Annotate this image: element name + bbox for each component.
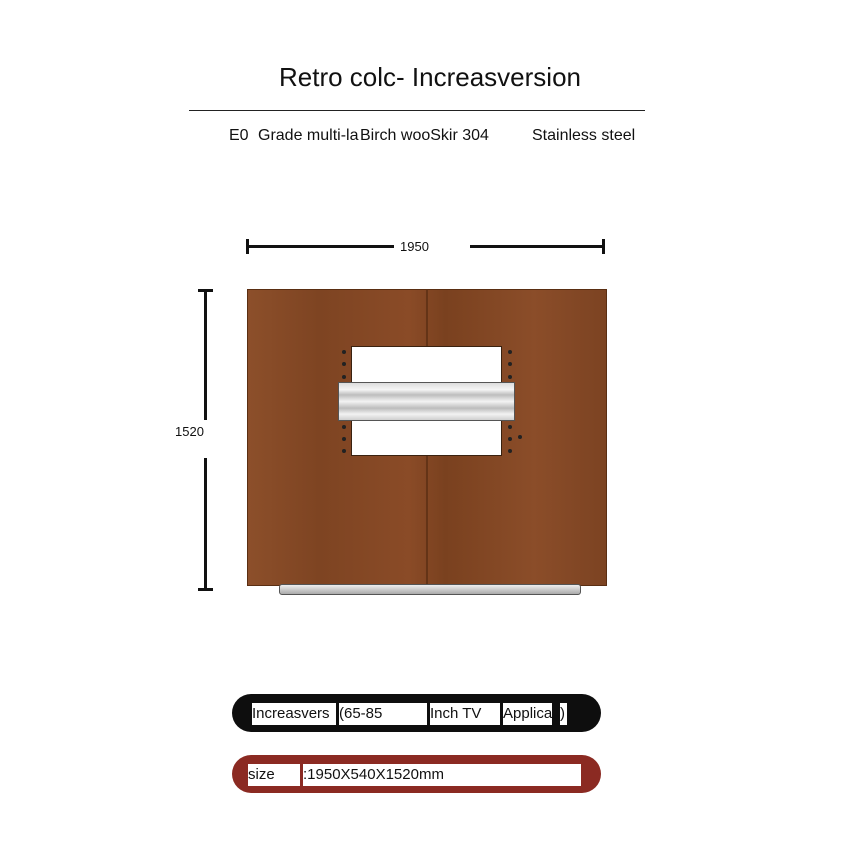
hole-right-5 [508, 437, 512, 441]
spec-segment-4: Applica [503, 703, 552, 725]
height-dimension-tick-bottom [198, 588, 213, 591]
hole-left-1 [342, 350, 346, 354]
hole-left-6 [342, 449, 346, 453]
size-pill [232, 755, 601, 793]
width-dimension-label: 1950 [396, 239, 433, 254]
material-text-4: Stainless steel [532, 127, 636, 144]
hole-right-6 [518, 435, 522, 439]
width-dimension-tick-left [246, 239, 249, 254]
cabinet-base-rail [279, 584, 581, 595]
spec-pill [232, 694, 601, 732]
steel-mount-rail [338, 382, 515, 421]
hole-left-2 [342, 362, 346, 366]
hole-right-1 [508, 350, 512, 354]
hole-left-3 [342, 375, 346, 379]
material-text-2: Grade multi-la [258, 127, 359, 144]
page-title: Retro colc- Increasversion [279, 62, 581, 92]
hole-right-2 [508, 362, 512, 366]
width-dimension-line-left [247, 245, 394, 248]
width-dimension-tick-right [602, 239, 605, 254]
spec-segment-3: Inch TV [430, 703, 500, 725]
spec-segment-2: (65-85 [339, 703, 427, 725]
spec-segment-5: ) [560, 703, 567, 725]
material-text-3: Birch wooSkir 304 [360, 127, 489, 144]
height-dimension-tick-top [198, 289, 213, 292]
title-divider [189, 110, 645, 111]
hole-right-7 [508, 449, 512, 453]
hole-right-3 [508, 375, 512, 379]
hole-right-4 [508, 425, 512, 429]
height-dimension-line-bottom [204, 458, 207, 591]
height-dimension-label: 1520 [175, 424, 204, 439]
hole-left-5 [342, 437, 346, 441]
material-text-1: E0 [229, 127, 249, 144]
size-value: :1950X540X1520mm [303, 764, 581, 786]
hole-left-4 [342, 425, 346, 429]
size-label: size [248, 764, 300, 786]
spec-segment-1: Increasvers [252, 703, 336, 725]
height-dimension-line-top [204, 290, 207, 420]
width-dimension-line-right [470, 245, 605, 248]
